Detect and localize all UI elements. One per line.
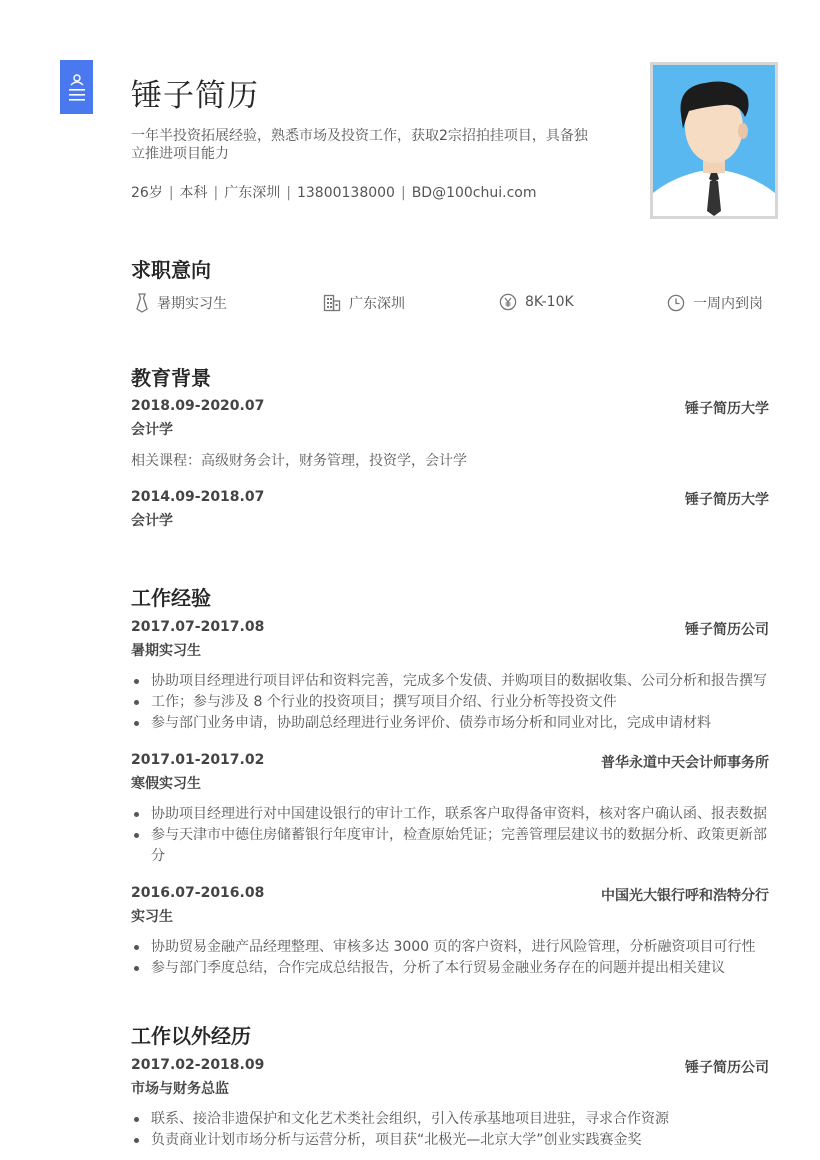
list-item: 参与天津市中德住房储蓄银行年度审计，检查原始凭证；完善管理层建议书的数据分析、政策更新部分 bbox=[131, 825, 769, 867]
list-item: 协助项目经理进行项目评估和资料完善，完成多个发债、并购项目的数据收集、公司分析和报告撰写 bbox=[131, 671, 769, 692]
entry-org: 锤子简历公司 bbox=[685, 1060, 769, 1076]
entry-date: 2014.09-2018.07 bbox=[131, 489, 265, 505]
intent-position bbox=[135, 293, 227, 313]
bullet-list bbox=[131, 671, 769, 734]
contact-email: BD@100chui.com bbox=[411, 185, 537, 201]
entry-org: 锤子简历大学 bbox=[685, 492, 769, 508]
entry-role: 寒假实习生 bbox=[131, 776, 201, 792]
section-title-intent: 求职意向 bbox=[131, 258, 211, 282]
avatar-illustration bbox=[653, 65, 775, 216]
clock-icon bbox=[667, 294, 685, 312]
intent-city-text: 广东深圳 bbox=[349, 296, 405, 312]
list-item: 协助贸易金融产品经理整理、审核多达 3000 页的客户资料，进行风险管理，分析融资项目可行性 bbox=[131, 937, 769, 958]
contact-line bbox=[131, 182, 536, 202]
other-entry bbox=[131, 1057, 769, 1151]
intent-city bbox=[323, 293, 405, 313]
entry-date: 2016.07-2016.08 bbox=[131, 885, 265, 901]
entry-role: 暑期实习生 bbox=[131, 643, 201, 659]
entry-role: 实习生 bbox=[131, 909, 173, 925]
bullet-list bbox=[131, 804, 769, 867]
contact-degree: 本科 bbox=[179, 185, 208, 201]
work-entry bbox=[131, 619, 769, 734]
entry-org: 中国光大银行呼和浩特分行 bbox=[601, 888, 769, 904]
education-entry bbox=[131, 398, 769, 470]
yen-icon bbox=[499, 293, 517, 311]
separator: | bbox=[286, 185, 291, 201]
entry-major: 会计学 bbox=[131, 422, 173, 438]
separator: | bbox=[213, 185, 219, 201]
list-item: 联系、接洽非遗保护和文化艺术类社会组织，引入传承基地项目进驻，寻求合作资源 bbox=[131, 1109, 769, 1130]
entry-major: 会计学 bbox=[131, 513, 173, 529]
list-item: 协助项目经理进行对中国建设银行的审计工作，联系客户取得备审资料，核对客户确认函、报表数据 bbox=[131, 804, 769, 825]
entry-date: 2018.09-2020.07 bbox=[131, 398, 265, 414]
entry-date: 2017.07-2017.08 bbox=[131, 619, 265, 635]
list-item: 工作；参与涉及 8 个行业的投资项目；撰写项目介绍、行业分析等投资文件 bbox=[131, 692, 769, 713]
resume-name: 锤子简历 bbox=[131, 78, 259, 114]
intent-salary bbox=[499, 293, 574, 311]
logo-icon bbox=[60, 60, 93, 114]
section-title-other: 工作以外经历 bbox=[131, 1024, 251, 1048]
building-icon bbox=[323, 294, 341, 312]
intent-availability bbox=[667, 293, 763, 313]
intent-position-text: 暑期实习生 bbox=[157, 296, 227, 312]
intent-salary-text: 8K-10K bbox=[525, 294, 574, 310]
contact-phone: 13800138000 bbox=[296, 185, 395, 201]
entry-date: 2017.01-2017.02 bbox=[131, 752, 265, 768]
section-title-education: 教育背景 bbox=[131, 366, 211, 390]
entry-org: 锤子简历公司 bbox=[685, 622, 769, 638]
avatar bbox=[650, 62, 778, 219]
bullet-list bbox=[131, 937, 769, 979]
contact-age: 26岁 bbox=[131, 185, 163, 201]
resume-summary: 一年半投资拓展经验，熟悉市场及投资工作，获取2宗招拍挂项目，具备独立推进项目能力 bbox=[131, 128, 588, 162]
list-item: 负责商业计划市场分析与运营分析，项目获“北极光—北京大学”创业实践赛金奖 bbox=[131, 1130, 769, 1151]
separator: | bbox=[168, 185, 174, 201]
list-item: 参与部门季度总结，合作完成总结报告，分析了本行贸易金融业务存在的问题并提出相关建议 bbox=[131, 958, 769, 979]
contact-location: 广东深圳 bbox=[224, 185, 281, 201]
entry-org: 锤子简历大学 bbox=[685, 401, 769, 417]
section-title-work: 工作经验 bbox=[131, 586, 211, 610]
work-entry bbox=[131, 885, 769, 979]
entry-courses: 相关课程：高级财务会计，财务管理，投资学，会计学 bbox=[131, 453, 467, 469]
tie-icon bbox=[135, 293, 149, 313]
bullet-list bbox=[131, 1109, 769, 1151]
list-item: 参与部门业务申请，协助副总经理进行业务评价、债券市场分析和同业对比，完成申请材料 bbox=[131, 713, 769, 734]
entry-role: 市场与财务总监 bbox=[131, 1081, 229, 1097]
separator: | bbox=[400, 185, 406, 201]
intent-row bbox=[131, 293, 771, 317]
intent-availability-text: 一周内到岗 bbox=[693, 296, 763, 312]
work-entry bbox=[131, 752, 769, 867]
education-entry bbox=[131, 489, 769, 531]
entry-date: 2017.02-2018.09 bbox=[131, 1057, 265, 1073]
entry-org: 普华永道中天会计师事务所 bbox=[601, 755, 769, 771]
